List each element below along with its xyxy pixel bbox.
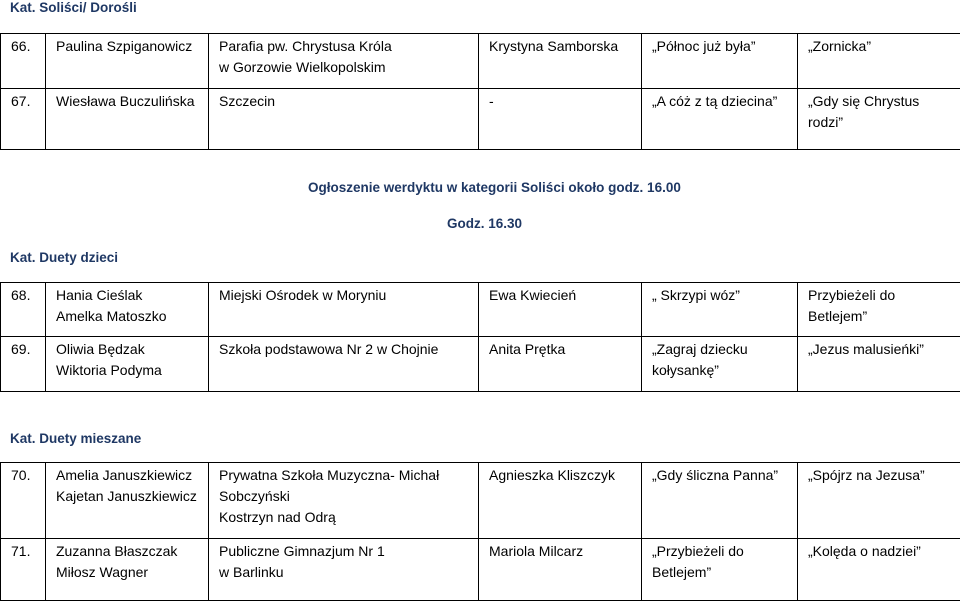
institution-line: Kostrzyn nad Odrą xyxy=(219,509,336,525)
song-2-cell xyxy=(798,539,960,601)
table-duety-mieszane xyxy=(0,462,960,601)
song-2-cell xyxy=(798,89,960,150)
participant-names-line: Wiktoria Podyma xyxy=(56,362,162,378)
participant-names-cell xyxy=(46,34,209,89)
song-2-line: „Zornicka” xyxy=(808,38,872,54)
table-row xyxy=(1,337,960,392)
entry-number-cell: 70. xyxy=(1,463,46,539)
entry-number-cell: 71. xyxy=(1,539,46,601)
institution-line: Szczecin xyxy=(219,93,276,109)
section-heading-duety-mieszane: Kat. Duety mieszane xyxy=(10,431,142,446)
song-1-line: „ Skrzypi wóz” xyxy=(652,287,740,303)
participant-names-cell xyxy=(46,89,209,150)
teacher-cell: Ewa Kwiecień xyxy=(479,283,642,337)
table-row xyxy=(1,89,960,150)
song-2-line: „Jezus malusieńki” xyxy=(808,341,924,357)
institution-line: Miejski Ośrodek w Moryniu xyxy=(219,287,387,303)
song-1-cell xyxy=(642,89,798,150)
song-1-cell xyxy=(642,34,798,89)
participant-names-line: Wiesława Buczulińska xyxy=(56,93,195,109)
participant-names-cell xyxy=(46,539,209,601)
song-1-line: „A cóż z tą dziecina” xyxy=(652,93,778,109)
song-1-line: „Przybieżeli do xyxy=(652,543,744,559)
song-1-cell xyxy=(642,463,798,539)
participant-names-cell xyxy=(46,337,209,392)
table-row xyxy=(1,463,960,539)
song-1-line: Betlejem” xyxy=(652,564,712,580)
song-1-cell xyxy=(642,283,798,337)
announcement-time: Godz. 16.30 xyxy=(447,216,523,231)
song-2-line: „Kolęda o nadziei” xyxy=(808,543,921,559)
participant-names-line: Paulina Szpiganowicz xyxy=(56,38,193,54)
song-2-cell xyxy=(798,463,960,539)
participant-names-line: Amelia Januszkiewicz xyxy=(56,467,193,483)
song-2-line: Betlejem” xyxy=(808,308,868,324)
song-1-cell xyxy=(642,539,798,601)
participant-names-line: Kajetan Januszkiewicz xyxy=(56,488,197,504)
entry-number-cell: 66. xyxy=(1,34,46,89)
participant-names-line: Miłosz Wagner xyxy=(56,564,149,580)
song-2-cell xyxy=(798,337,960,392)
institution-cell xyxy=(209,337,479,392)
institution-cell xyxy=(209,539,479,601)
song-2-cell xyxy=(798,34,960,89)
song-1-line: „Zagraj dziecku xyxy=(652,341,748,357)
institution-line: Parafia pw. Chrystusa Króla xyxy=(219,38,392,54)
participant-names-line: Zuzanna Błaszczak xyxy=(56,543,178,559)
institution-line: Szkoła podstawowa Nr 2 w Chojnie xyxy=(219,341,439,357)
table-row xyxy=(1,283,960,337)
song-1-line: „Gdy śliczna Panna” xyxy=(652,467,779,483)
song-1-line: kołysankę” xyxy=(652,362,719,378)
song-2-line: Przybieżeli do xyxy=(808,287,896,303)
institution-cell xyxy=(209,89,479,150)
participant-names-line: Oliwia Będzak xyxy=(56,341,145,357)
section-heading-solisci: Kat. Soliści/ Dorośli xyxy=(10,0,137,15)
entry-number-cell: 67. xyxy=(1,89,46,150)
song-2-cell xyxy=(798,283,960,337)
institution-cell xyxy=(209,34,479,89)
table-duety-dzieci xyxy=(0,282,960,392)
table-row xyxy=(1,539,960,601)
institution-line: w Barlinku xyxy=(219,564,284,580)
teacher-cell: Agnieszka Kliszczyk xyxy=(479,463,642,539)
section-heading-duety-dzieci: Kat. Duety dzieci xyxy=(10,250,119,265)
participant-names-cell xyxy=(46,283,209,337)
institution-line: Publiczne Gimnazjum Nr 1 xyxy=(219,543,385,559)
table-row xyxy=(1,34,960,89)
institution-line: w Gorzowie Wielkopolskim xyxy=(219,59,386,75)
song-2-line: „Gdy się Chrystus xyxy=(808,93,920,109)
participant-names-cell xyxy=(46,463,209,539)
participant-names-line: Amelka Matoszko xyxy=(56,308,167,324)
entry-number-cell: 69. xyxy=(1,337,46,392)
institution-cell xyxy=(209,463,479,539)
entry-number-cell: 68. xyxy=(1,283,46,337)
song-2-line: rodzi” xyxy=(808,114,844,130)
announcement-verdict: Ogłoszenie werdyktu w kategorii Soliści około godz. 16.00 xyxy=(308,180,681,195)
song-1-line: „Północ już była” xyxy=(652,38,756,54)
song-2-line: „Spójrz na Jezusa” xyxy=(808,467,925,483)
institution-line: Prywatna Szkoła Muzyczna- Michał xyxy=(219,467,440,483)
teacher-cell: Anita Prętka xyxy=(479,337,642,392)
teacher-cell: Mariola Milcarz xyxy=(479,539,642,601)
teacher-cell: - xyxy=(479,89,642,150)
table-solisci xyxy=(0,33,960,150)
institution-line: Sobczyński xyxy=(219,488,290,504)
teacher-cell: Krystyna Samborska xyxy=(479,34,642,89)
participant-names-line: Hania Cieślak xyxy=(56,287,143,303)
institution-cell xyxy=(209,283,479,337)
song-1-cell xyxy=(642,337,798,392)
